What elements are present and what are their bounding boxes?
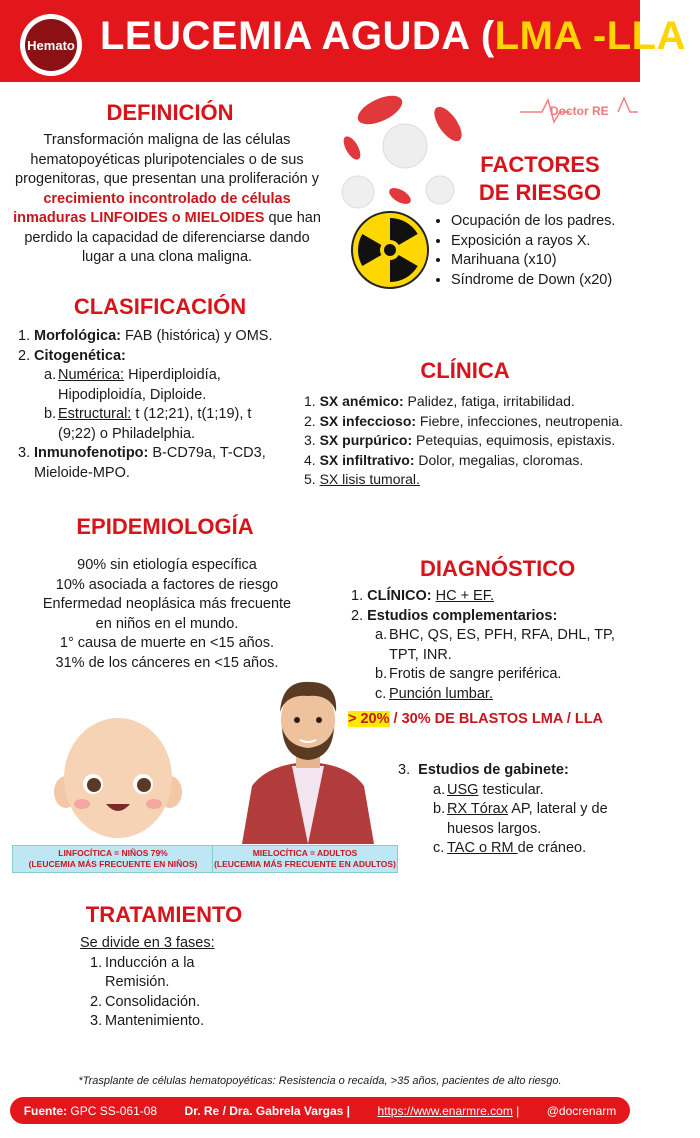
epi-line: 90% sin etiología específica — [77, 557, 257, 573]
list-item: 1. SX anémico: Palidez, fatiga, irritabilidad. — [304, 393, 575, 409]
adult-caption — [212, 845, 398, 873]
tratamiento-intro: Se divide en 3 fases: — [80, 935, 215, 951]
clinica-title: CLÍNICA — [420, 358, 510, 383]
caption-line: (LEUCEMIA MÁS FRECUENTE EN ADULTOS) — [214, 859, 396, 869]
child-caption — [12, 845, 214, 873]
list-item: 2. SX infeccioso: Fiebre, infecciones, neutropenia. — [304, 412, 624, 429]
diagnostico-title: DIAGNÓSTICO — [420, 556, 576, 581]
epidemiologia-text — [40, 556, 294, 673]
list-item: 2. Consolidación. — [90, 993, 201, 1010]
blood-cells-icon — [330, 88, 470, 208]
hemato-badge-label: Hemato — [25, 19, 77, 71]
list-item: a. USG testicular. — [433, 781, 544, 798]
footer-bar — [10, 1097, 630, 1124]
clasificacion-list — [18, 327, 308, 483]
diagnostico-list — [351, 587, 636, 704]
blastos-criteria: > 20% / 30% DE BLASTOS LMA / LLA — [348, 711, 604, 727]
definicion-title: DEFINICIÓN — [106, 100, 234, 125]
gabinete-list — [398, 761, 636, 859]
list-item: • Síndrome de Down (x20) — [451, 271, 637, 291]
list-item: 4. SX infiltrativo: Dolor, megalias, cloromas. — [304, 451, 584, 468]
factores-title-2: DE RIESGO — [478, 180, 602, 205]
epi-line: 10% asociada a factores de riesgo — [55, 576, 279, 593]
clinica-list — [304, 392, 638, 490]
footer-source: Fuente: GPC SS-061-08 — [23, 1103, 158, 1118]
epi-line: 31% de los cánceres en <15 años. — [55, 654, 279, 671]
list-item: 5. SX lisis tumoral. — [304, 471, 420, 487]
page-title: LEUCEMIA AGUDA (LMA -LLA) — [100, 14, 700, 58]
list-item: 2. Citogenética: — [18, 347, 126, 364]
caption-line: (LEUCEMIA MÁS FRECUENTE EN NIÑOS) — [28, 859, 198, 869]
radiation-icon — [350, 210, 430, 290]
list-item: • Ocupación de los padres. — [451, 212, 637, 232]
list-item: b. Estructural: t (12;21), t(1;19), t (9;22) o Philadelphia. — [44, 406, 252, 442]
list-item: 1. Inducción a la Remisión. — [90, 954, 195, 990]
list-item: b. RX Tórax AP, lateral y de huesos largos. — [433, 801, 608, 837]
tratamiento-list — [80, 934, 300, 1032]
footer-authors: Dr. Re / Dra. Gabrela Vargas | — [184, 1103, 350, 1118]
clasificacion-title: CLASIFICACIÓN — [73, 294, 247, 319]
epidemiologia-title: EPIDEMIOLOGÍA — [76, 514, 254, 539]
list-item: b. Frotis de sangre periférica. — [375, 666, 562, 682]
epi-line: 1° causa de muerte en <15 años. — [59, 635, 275, 651]
footer-url-wrap: https://www.enarmre.com | — [377, 1103, 520, 1118]
list-item: • Exposición a rayos X. — [451, 232, 637, 252]
list-item: c. TAC o RM de cráneo. — [433, 840, 587, 856]
tratamiento-title: TRATAMIENTO — [85, 902, 243, 927]
factores-list — [451, 212, 637, 290]
list-item: c. Punción lumbar. — [375, 685, 493, 702]
list-item: • Marihuana (x10) — [451, 251, 637, 271]
list-item: 3. Estudios de gabinete: — [398, 762, 569, 778]
factores-title-1: FACTORES — [480, 152, 600, 177]
epi-line: Enfermedad neoplásica más frecuente en niños en el mundo. — [42, 596, 292, 632]
list-item: 1. CLÍNICO: HC + EF. — [351, 588, 495, 604]
adult-illustration — [238, 676, 378, 844]
list-item: 1. Morfológica: FAB (histórica) y OMS. — [18, 328, 273, 344]
list-item: 3. Inmunofenotipo: B-CD79a, T-CD3, Mieloide-MPO. — [18, 445, 266, 481]
footer-handle: @docrenarm — [546, 1103, 617, 1118]
caption-line: LINFOCÍTICA = NIÑOS 79% — [58, 848, 168, 858]
list-item: 3. SX purpúrico: Petequias, equimosis, epistaxis. — [304, 432, 616, 448]
trasplante-note: *Trasplante de células hematopoyéticas: Resistencia o recaída, >35 años, pacientes de alto riesgo. — [78, 1075, 562, 1087]
definicion-text: Transformación maligna de las células hematopoyéticas pluripotenciales o de sus progenitoras, que presentan una proliferación y crecimiento incontrolado de células inmaduras LINFOIDES o MIELOIDES que han perdido la capacidad de diferenciarse dando lugar a una clona maligna. — [13, 132, 321, 265]
brand-text: Doctor RE — [550, 104, 609, 118]
child-illustration — [48, 712, 188, 840]
list-item: a. Numérica: Hiperdiploidía, Hipodiploidía, Diploide. — [44, 367, 221, 403]
list-item: a. BHC, QS, ES, PFH, RFA, DHL, TP, TPT, INR. — [375, 627, 615, 663]
list-item: 3. Mantenimiento. — [90, 1013, 205, 1029]
caption-line: MIELOCÍTICA = ADULTOS — [252, 848, 358, 858]
footer-url-link[interactable]: https://www.enarmre.com — [377, 1103, 513, 1118]
list-item: 2. Estudios complementarios: — [351, 607, 558, 624]
